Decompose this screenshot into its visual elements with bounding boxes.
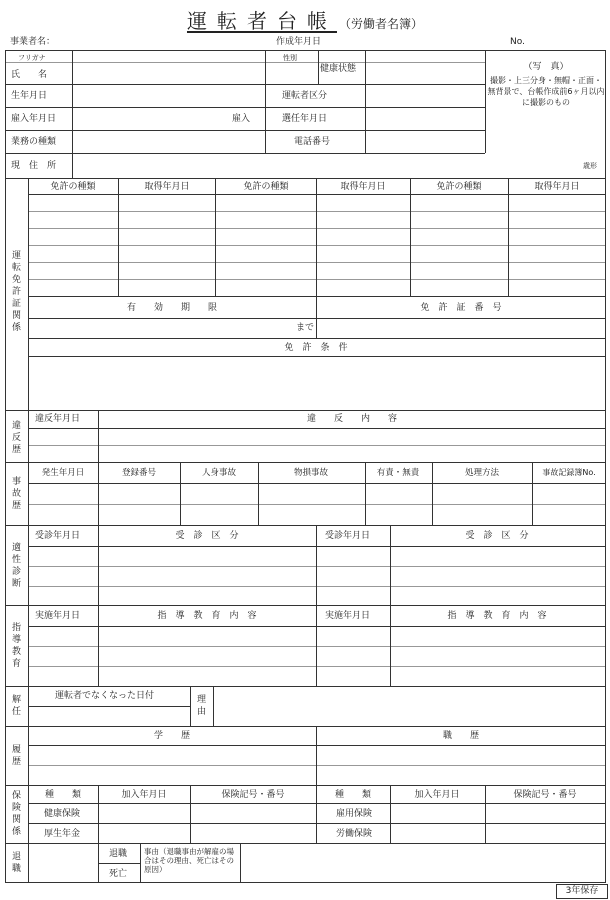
insurance-pension: 厚生年金	[44, 829, 81, 839]
violation-content-label: 違 反 内 容	[306, 414, 398, 424]
license-acquired-3: 取得年月日	[534, 182, 580, 192]
license-type-1: 免許の種類	[50, 182, 96, 192]
name-label: 氏 名	[11, 70, 48, 80]
insurance-number-label-1: 保険記号・番号	[221, 790, 285, 800]
retention-badge: 3年保存	[556, 884, 608, 899]
seal-label: 歳形	[583, 162, 597, 170]
title-main: 運転者台帳	[186, 9, 337, 33]
license-section-label: 運転免許証関係	[11, 251, 21, 333]
accident-col-reg: 登録番号	[121, 468, 157, 478]
accident-col-handling: 処理方法	[464, 468, 500, 478]
license-acquired-2: 取得年月日	[340, 182, 386, 192]
retirement-section-label: 退職	[11, 852, 21, 874]
dismissal-reason-label: 理由	[196, 695, 206, 717]
license-type-3: 免許の種類	[436, 182, 482, 192]
hire-date-label: 雇入年月日	[11, 114, 57, 124]
sex-label: 性別	[283, 54, 297, 62]
appoint-date-label: 選任年月日	[282, 114, 328, 124]
photo-note: 撮影・上三分身・無帽・正面・無背景で、台帳作成前6ヶ月以内に撮影のもの	[487, 76, 605, 107]
insurance-section-label: 保険関係	[11, 791, 21, 837]
history-work-label: 職 歴	[442, 731, 480, 741]
created-date-label: 作成年月日	[276, 37, 322, 47]
license-number-label: 免 許 証 番 号	[420, 303, 502, 313]
accident-col-injury: 人身事故	[201, 468, 237, 478]
insurance-join-label-2: 加入年月日	[414, 790, 460, 800]
furigana-label: フリガナ	[18, 54, 46, 62]
title-sub: （労働者名簿）	[338, 17, 423, 31]
aptitude-date-label-1: 受診年月日	[35, 531, 81, 541]
accident-col-property: 物損事故	[293, 468, 329, 478]
insurance-join-label-1: 加入年月日	[121, 790, 167, 800]
photo-area	[487, 62, 605, 108]
insurance-employment: 雇用保険	[336, 809, 373, 819]
license-conditions-label: 免 許 条 件	[284, 343, 348, 353]
retirement-reason-note: 事由（退職事由が解雇の場合はその理由、死亡はその原因）	[144, 847, 234, 874]
education-date-label-2: 実施年月日	[325, 611, 371, 621]
photo-label: （写 真）	[523, 62, 569, 72]
violation-date-label: 違反年月日	[35, 414, 81, 424]
hire-suffix: 雇入	[232, 114, 251, 124]
history-section-label: 履歴	[11, 745, 21, 767]
license-type-2: 免許の種類	[243, 182, 289, 192]
accident-col-liability: 有責・無責	[376, 468, 420, 478]
accident-col-date: 発生年月日	[41, 468, 85, 478]
insurance-health: 健康保険	[44, 809, 81, 819]
license-acquired-1: 取得年月日	[144, 182, 190, 192]
address-label: 現 住 所	[11, 161, 57, 171]
accident-section-label: 事故歴	[11, 477, 21, 511]
education-content-label-2: 指 導 教 育 内 容	[447, 611, 547, 621]
license-until-label: まで	[296, 323, 315, 333]
office-name-label: 事業者名：	[10, 37, 56, 47]
dismissal-date-label: 運転者でなくなった日付	[55, 691, 155, 701]
phone-label: 電話番号	[294, 137, 331, 147]
violation-section-label: 違反歴	[11, 421, 21, 455]
job-type-label: 業務の種類	[11, 137, 57, 147]
aptitude-category-label-1: 受 診 区 分	[175, 531, 239, 541]
number-label: No.	[510, 37, 525, 47]
history-school-label: 学 歴	[153, 731, 191, 741]
education-date-label-1: 実施年月日	[35, 611, 81, 621]
accident-col-record-no: 事故記録簿No.	[542, 468, 596, 477]
driver-class-label: 運転者区分	[282, 91, 328, 101]
insurance-type-label-1: 種 類	[44, 790, 82, 800]
insurance-type-label-2: 種 類	[334, 790, 372, 800]
birth-date-label: 生年月日	[11, 91, 48, 101]
education-content-label-1: 指 導 教 育 内 容	[157, 611, 257, 621]
death-label: 死亡	[109, 869, 128, 879]
insurance-number-label-2: 保険記号・番号	[513, 790, 577, 800]
insurance-labor: 労働保険	[336, 829, 373, 839]
aptitude-category-label-2: 受 診 区 分	[465, 531, 529, 541]
education-section-label: 指導教育	[11, 623, 21, 669]
aptitude-section-label: 適性診断	[11, 543, 21, 589]
aptitude-date-label-2: 受診年月日	[325, 531, 371, 541]
dismissal-section-label: 解任	[11, 695, 21, 717]
health-label: 健康状態	[320, 64, 357, 74]
license-valid-label: 有 効 期 限	[126, 303, 218, 313]
retire-label: 退職	[109, 849, 128, 859]
